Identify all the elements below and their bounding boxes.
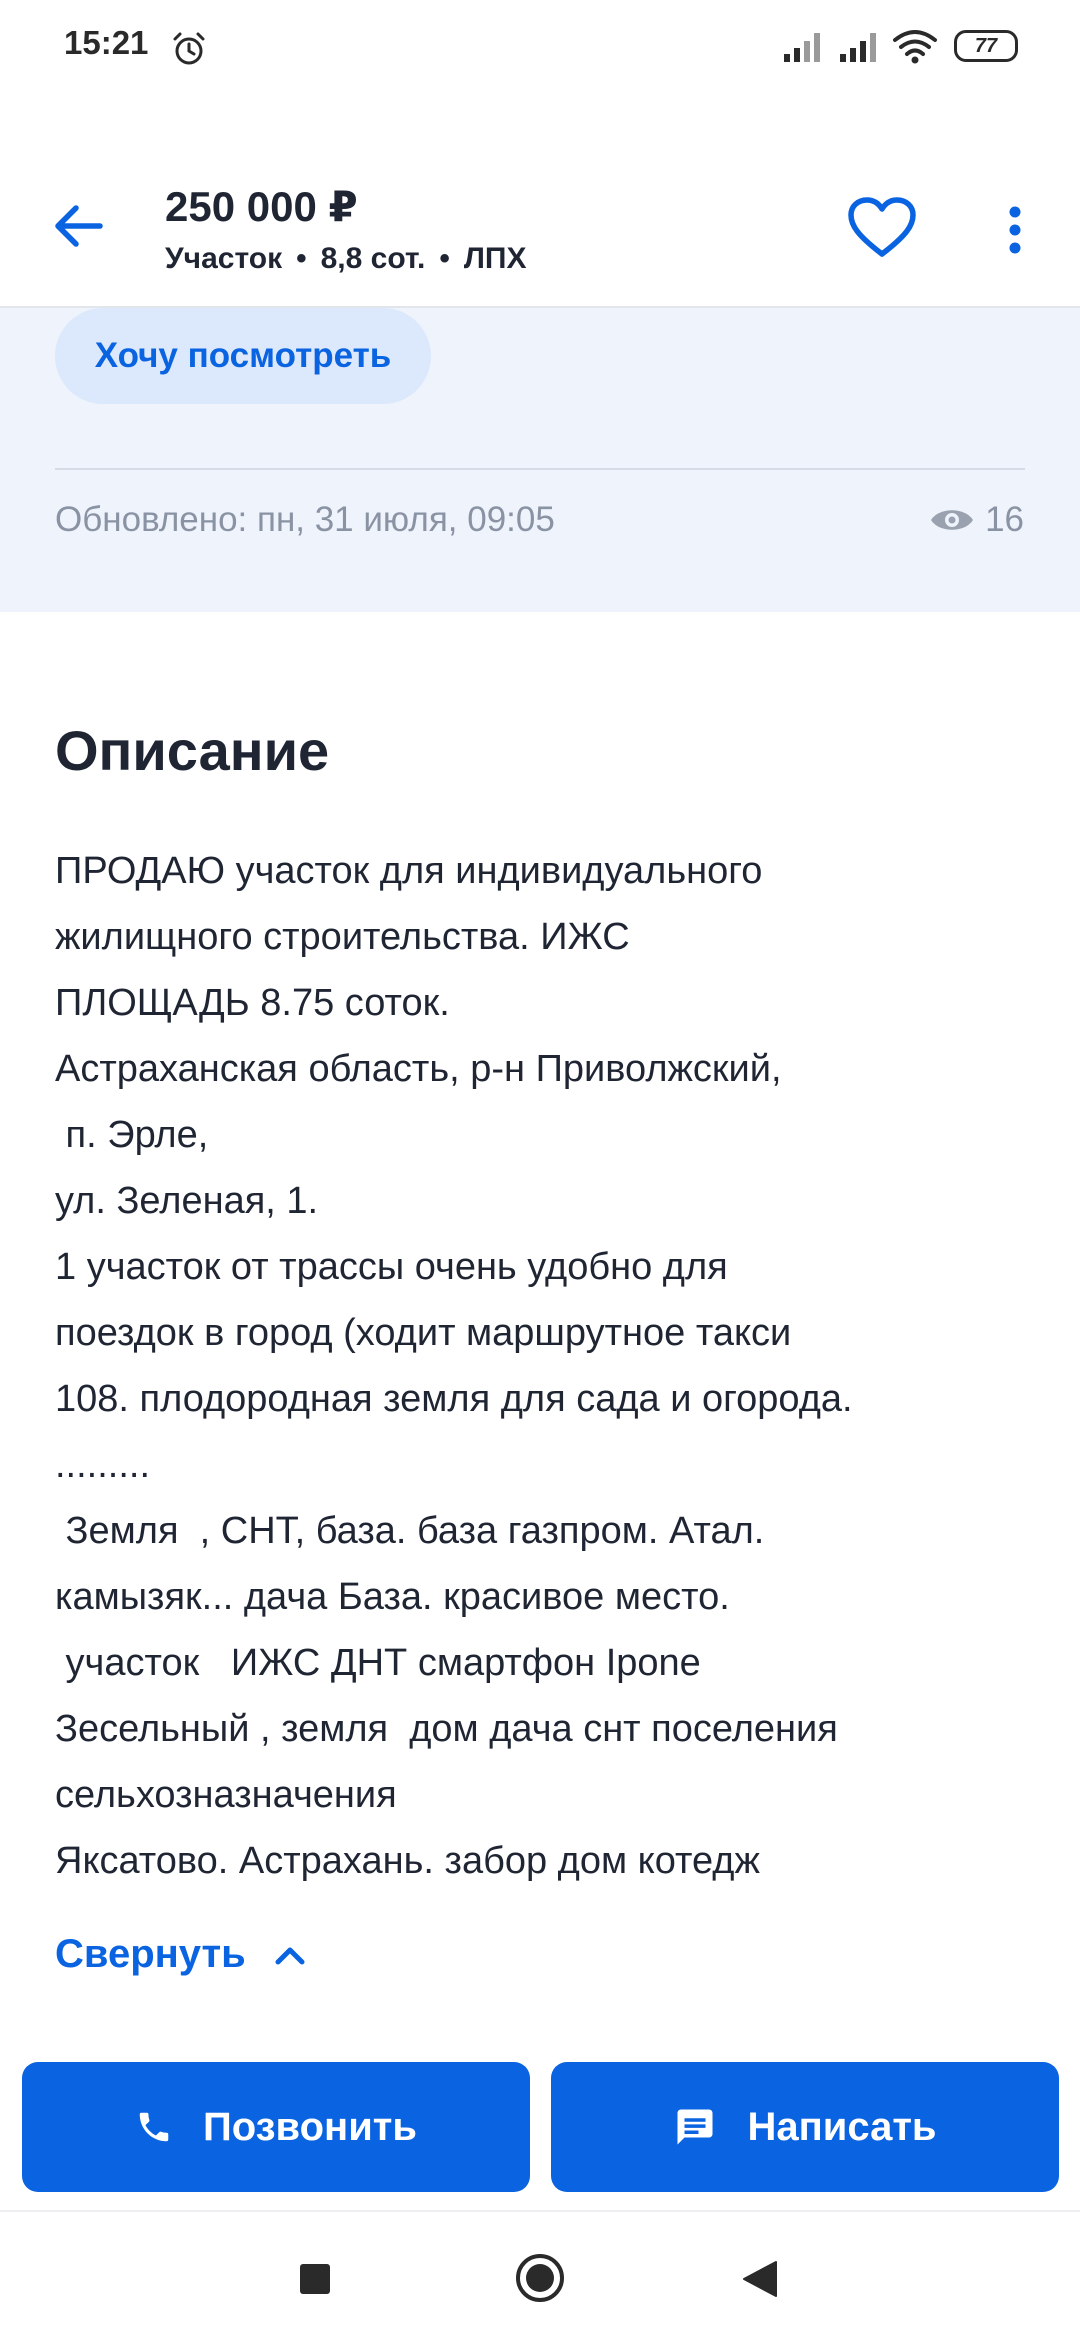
description-title: Описание (55, 719, 330, 782)
meta-separator: • (439, 242, 450, 275)
listing-price: 250 000 ₽ (165, 183, 358, 230)
more-vertical-icon (1008, 205, 1022, 255)
listing-info-block (0, 308, 1080, 612)
battery-indicator: 77 (954, 30, 1018, 62)
more-options-button[interactable] (990, 190, 1040, 270)
favorite-button[interactable] (840, 186, 924, 270)
call-label: Позвонить (203, 2104, 417, 2149)
message-icon (673, 2106, 717, 2148)
divider (55, 468, 1025, 470)
phone-icon (135, 2108, 173, 2146)
description-line: 108. плодородная земля для сада и огорода. (55, 1378, 853, 1420)
write-label: Написать (747, 2104, 937, 2149)
chevron-up-icon (274, 1944, 306, 1966)
description-line: ПЛОЩАДЬ 8.75 соток. (55, 982, 450, 1024)
nav-back-icon[interactable] (742, 2260, 778, 2298)
description-line: Земля , СНТ, база. база газпром. Атал. (55, 1510, 765, 1552)
meta-separator: • (296, 242, 307, 275)
collapse-label: Свернуть (55, 1932, 246, 1976)
wifi-icon (892, 28, 938, 64)
top-app-bar (0, 160, 1080, 308)
signal-icon (782, 30, 824, 64)
views-count: 16 (985, 500, 1024, 539)
description-line: камызяк... дача База. красивое место. (55, 1576, 730, 1618)
collapse-description-button[interactable] (55, 1932, 306, 1977)
meta-area: 8,8 сот. (320, 242, 426, 275)
updated-date: Обновлено: пн, 31 июля, 09:05 (55, 500, 555, 539)
home-icon[interactable] (514, 2252, 566, 2304)
description-line: участок ИЖС ДНТ смартфон Ipone (55, 1642, 701, 1684)
heart-icon (847, 197, 917, 259)
description-line: поездок в город (ходит маршрутное такси (55, 1312, 792, 1354)
views-counter (929, 500, 1024, 540)
write-message-button[interactable] (551, 2062, 1059, 2192)
status-time: 15:21 (64, 24, 149, 61)
listing-meta (165, 242, 526, 276)
signal-icon (838, 30, 880, 64)
description-line: Астраханская область, р-н Приволжский, (55, 1048, 782, 1090)
alarm-icon (170, 30, 208, 68)
recent-apps-icon[interactable] (300, 2264, 330, 2294)
description-line: сельхозназначения (55, 1774, 397, 1816)
status-bar (0, 0, 1080, 96)
description-text (55, 838, 1045, 1894)
description-line: 1 участок от трассы очень удобно для (55, 1246, 728, 1288)
description-line: ПРОДАЮ участок для индивидуального (55, 850, 763, 892)
back-button[interactable] (40, 188, 116, 264)
eye-icon (929, 504, 975, 536)
meta-type: Участок (165, 242, 283, 275)
description-line: ул. Зеленая, 1. (55, 1180, 319, 1222)
meta-category: ЛПХ (463, 242, 527, 275)
description-line: Яксатово. Астрахань. забор дом котедж (55, 1840, 760, 1882)
system-navigation-bar (0, 2210, 1080, 2342)
description-line: Зесельный , земля дом дача снт поселения (55, 1708, 838, 1750)
description-line: п. Эрле, (55, 1114, 209, 1156)
call-button[interactable] (22, 2062, 530, 2192)
description-line: жилищного строительства. ИЖС (55, 916, 630, 958)
arrow-left-icon (52, 204, 104, 248)
want-to-view-button[interactable]: Хочу посмотреть (55, 308, 431, 404)
description-line: ......... (55, 1444, 151, 1486)
